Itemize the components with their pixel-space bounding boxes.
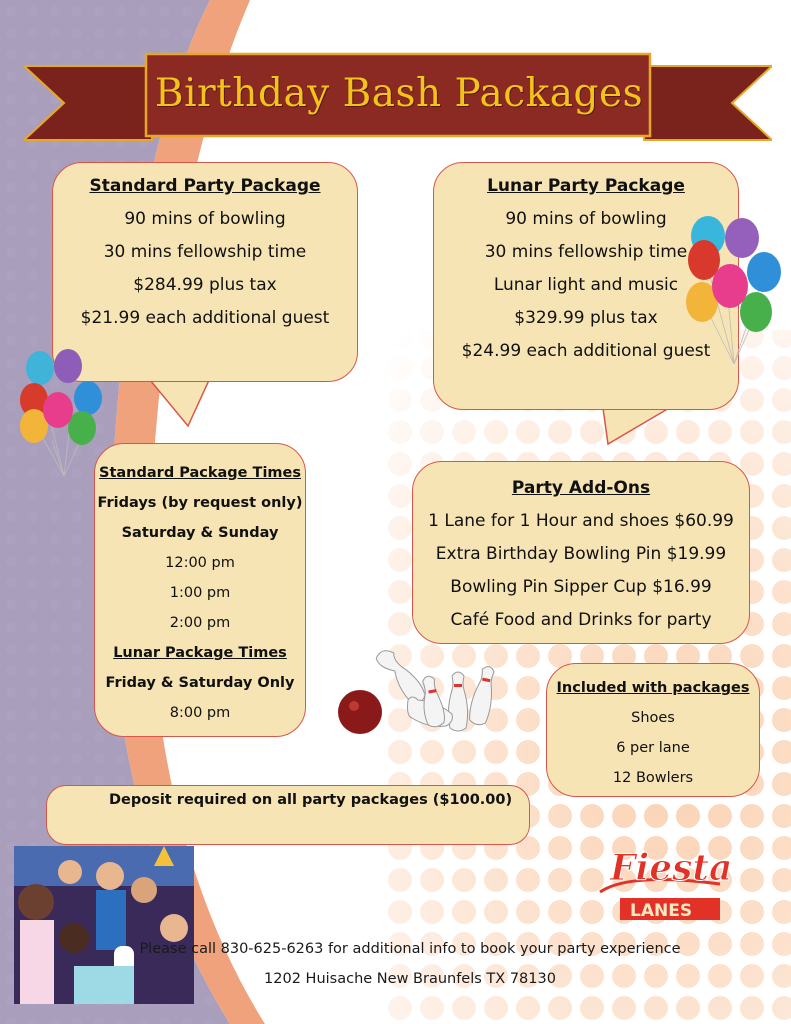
addon-line: 1 Lane for 1 Hour and shoes $60.99 bbox=[428, 511, 734, 531]
time-slot: 2:00 pm bbox=[169, 615, 231, 631]
lunar-package-heading: Lunar Party Package bbox=[487, 176, 685, 196]
balloons-right-icon bbox=[676, 216, 786, 366]
standard-times-heading: Standard Package Times bbox=[99, 465, 301, 481]
standard-line: $21.99 each additional guest bbox=[80, 308, 330, 328]
time-slot: 8:00 pm bbox=[169, 705, 231, 721]
lunar-line: 30 mins fellowship time bbox=[484, 242, 688, 262]
lunar-line: $24.99 each additional guest bbox=[461, 341, 711, 361]
addon-line: Bowling Pin Sipper Cup $16.99 bbox=[450, 577, 712, 597]
lunar-days: Friday & Saturday Only bbox=[105, 675, 295, 691]
balloons-left-icon bbox=[12, 348, 108, 478]
included-heading: Included with packages bbox=[556, 680, 750, 696]
standard-line: 30 mins fellowship time bbox=[103, 242, 307, 262]
lunar-line: 90 mins of bowling bbox=[505, 209, 667, 229]
included-line: 6 per lane bbox=[616, 740, 690, 756]
page-title: Birthday Bash Packages bbox=[154, 70, 644, 116]
included-line: Shoes bbox=[631, 710, 675, 726]
svg-text:LANES: LANES bbox=[630, 901, 693, 921]
included-line: 12 Bowlers bbox=[612, 770, 694, 786]
standard-package-heading: Standard Party Package bbox=[89, 176, 321, 196]
lunar-times-heading: Lunar Package Times bbox=[113, 645, 287, 661]
svg-text:Fiesta: Fiesta bbox=[610, 847, 732, 889]
addons-heading: Party Add-Ons bbox=[511, 478, 651, 498]
lunar-line: Lunar light and music bbox=[493, 275, 679, 295]
included-box bbox=[546, 663, 760, 797]
logo-graphic bbox=[592, 828, 732, 928]
contact-phone-line: Please call 830-625-6263 for additional info to book your party experience bbox=[139, 941, 681, 957]
party-addons-box bbox=[412, 461, 750, 644]
fiesta-lanes-logo bbox=[592, 828, 732, 928]
standard-line: 90 mins of bowling bbox=[124, 209, 286, 229]
standard-days: Saturday & Sunday bbox=[121, 525, 279, 541]
time-slot: 1:00 pm bbox=[169, 585, 231, 601]
standard-days: Fridays (by request only) bbox=[97, 495, 303, 511]
bowling-pins-icon bbox=[334, 640, 504, 740]
addon-line: Extra Birthday Bowling Pin $19.99 bbox=[435, 544, 727, 564]
package-times-box bbox=[94, 443, 306, 737]
time-slot: 12:00 pm bbox=[165, 555, 235, 571]
addon-line: Café Food and Drinks for party bbox=[450, 610, 712, 630]
contact-address: 1202 Huisache New Braunfels TX 78130 bbox=[264, 971, 556, 987]
deposit-note: Deposit required on all party packages ($100.00) bbox=[46, 785, 530, 845]
standard-line: $284.99 plus tax bbox=[133, 275, 277, 295]
lunar-line: $329.99 plus tax bbox=[514, 308, 658, 328]
